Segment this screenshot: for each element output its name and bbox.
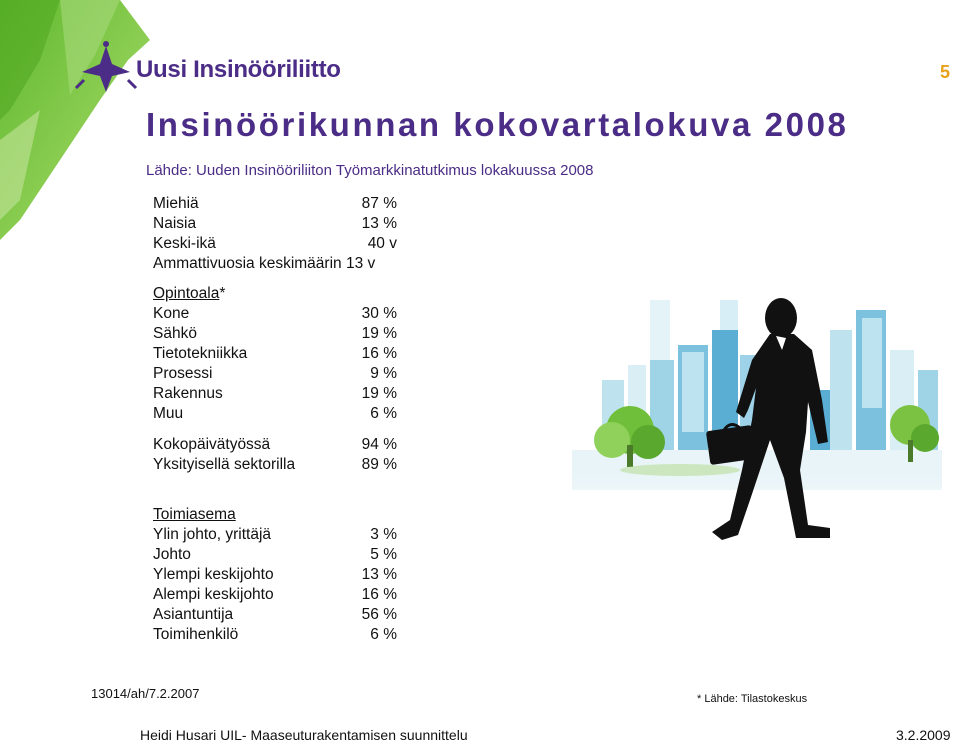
position-row bbox=[153, 625, 397, 645]
education-value: 30 % bbox=[361, 305, 397, 322]
stat-row-average-age bbox=[153, 234, 397, 254]
education-row bbox=[153, 324, 397, 344]
education-row bbox=[153, 404, 397, 424]
stat-value: 87 % bbox=[361, 195, 397, 212]
page-title: Insinöörikunnan kokovartalokuva 2008 bbox=[146, 106, 849, 143]
education-label: Muu bbox=[153, 405, 184, 422]
position-heading-label: Toimiasema bbox=[153, 506, 236, 523]
stat-row-women bbox=[153, 214, 397, 234]
position-value: 16 % bbox=[361, 586, 397, 603]
employment-value: 94 % bbox=[361, 436, 397, 453]
green-corner-decoration bbox=[0, 0, 150, 240]
footer-code: 13014/ah/7.2.2007 bbox=[91, 686, 200, 701]
education-heading bbox=[153, 284, 225, 304]
position-row bbox=[153, 545, 397, 565]
position-label: Alempi keskijohto bbox=[153, 586, 274, 603]
education-value: 16 % bbox=[361, 345, 397, 362]
stat-label: Naisia bbox=[153, 215, 197, 232]
stat-row-experience: Ammattivuosia keskimäärin 13 v bbox=[153, 255, 376, 272]
education-label: Prosessi bbox=[153, 365, 213, 382]
footnote: * Lähde: Tilastokeskus bbox=[697, 693, 808, 705]
position-value: 5 % bbox=[370, 546, 397, 563]
employment-row-fulltime bbox=[153, 435, 397, 455]
employment-label: Kokopäivätyössä bbox=[153, 436, 271, 453]
education-label: Kone bbox=[153, 305, 190, 322]
education-heading-marker: * bbox=[219, 285, 226, 302]
education-heading-label: Opintoala bbox=[153, 285, 220, 302]
position-label: Johto bbox=[153, 546, 191, 563]
position-row bbox=[153, 585, 397, 605]
education-value: 19 % bbox=[361, 325, 397, 342]
education-label: Sähkö bbox=[153, 325, 197, 342]
position-value: 56 % bbox=[361, 606, 397, 623]
bottom-footer-date: 3.2.2009 bbox=[896, 727, 951, 743]
stat-label: Miehiä bbox=[153, 195, 199, 212]
position-label: Ylempi keskijohto bbox=[153, 566, 274, 583]
position-row bbox=[153, 525, 397, 545]
position-value: 13 % bbox=[361, 566, 397, 583]
education-row bbox=[153, 304, 397, 324]
education-label: Tietotekniikka bbox=[153, 345, 248, 362]
position-heading bbox=[153, 505, 236, 525]
stat-value: 13 % bbox=[361, 215, 397, 232]
employment-value: 89 % bbox=[361, 456, 397, 473]
education-label: Rakennus bbox=[153, 385, 223, 402]
position-row bbox=[153, 565, 397, 585]
education-value: 9 % bbox=[370, 365, 397, 382]
stat-label: Keski-ikä bbox=[153, 235, 216, 252]
bottom-footer-author: Heidi Husari UIL- Maaseuturakentamisen suunnittelu bbox=[140, 727, 468, 743]
page-number: 5 bbox=[940, 62, 951, 82]
position-value: 6 % bbox=[370, 626, 397, 643]
source-line: Lähde: Uuden Insinööriliiton Työmarkkinatutkimus lokakuussa 2008 bbox=[146, 162, 594, 179]
position-row bbox=[153, 605, 397, 625]
education-value: 6 % bbox=[370, 405, 397, 422]
education-row bbox=[153, 364, 397, 384]
education-row bbox=[153, 384, 397, 404]
employment-row-private bbox=[153, 455, 397, 475]
position-label: Asiantuntija bbox=[153, 606, 234, 623]
logo-text: Uusi Insinööriliitto bbox=[136, 56, 341, 83]
position-label: Toimihenkilö bbox=[153, 626, 239, 643]
employment-label: Yksityisellä sektorilla bbox=[153, 456, 296, 473]
education-row bbox=[153, 344, 397, 364]
education-value: 19 % bbox=[361, 385, 397, 402]
stat-row-men bbox=[153, 194, 397, 214]
stat-value: 40 v bbox=[367, 235, 397, 252]
position-label: Ylin johto, yrittäjä bbox=[153, 526, 272, 543]
position-value: 3 % bbox=[370, 526, 397, 543]
